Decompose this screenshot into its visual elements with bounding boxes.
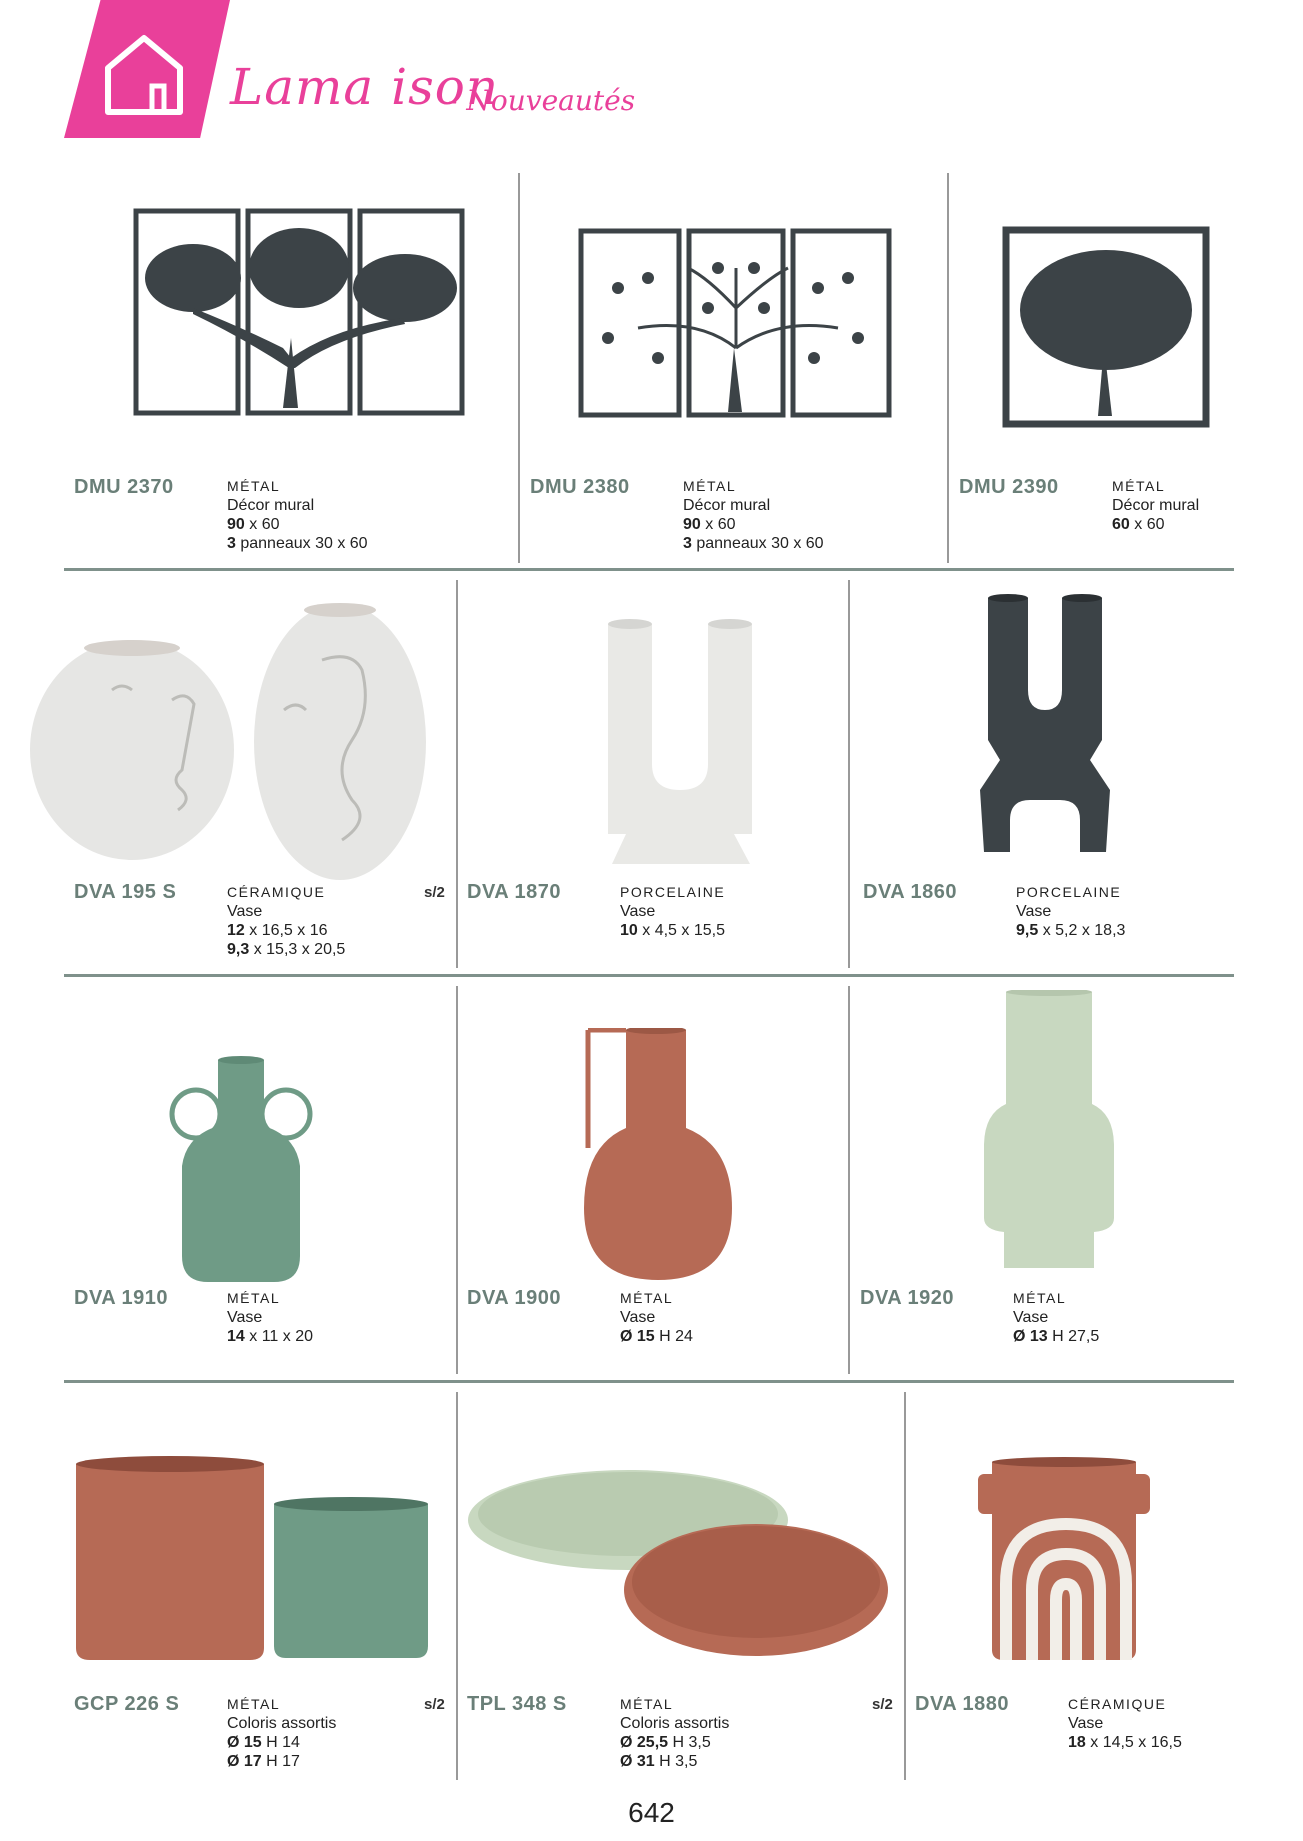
product-spec bbox=[1013, 1289, 1099, 1346]
double-vase-charcoal-image bbox=[980, 590, 1110, 856]
rainbow-vase-image bbox=[976, 1454, 1152, 1662]
face-vases-image bbox=[22, 600, 452, 890]
dimension-line: 14 x 11 x 20 bbox=[227, 1328, 313, 1345]
product-type: Vase bbox=[620, 1309, 656, 1326]
product-type: Décor mural bbox=[683, 497, 771, 514]
dimension-line: Ø 25,5 H 3,5 bbox=[620, 1734, 711, 1751]
dimension-line: 12 x 16,5 x 16 bbox=[227, 922, 328, 939]
product-type: Vase bbox=[1068, 1715, 1104, 1732]
dimension-line: Ø 15 H 14 bbox=[227, 1734, 300, 1751]
column-divider bbox=[848, 580, 850, 968]
column-divider bbox=[904, 1392, 906, 1780]
column-divider bbox=[947, 173, 949, 563]
product-code: DVA 1920 bbox=[860, 1287, 955, 1309]
brand-title: Lama ison bbox=[230, 58, 500, 116]
product-code: DVA 1910 bbox=[74, 1287, 169, 1309]
product-code: DVA 1860 bbox=[863, 881, 958, 903]
product-type: Vase bbox=[1016, 903, 1052, 920]
column-divider bbox=[456, 986, 458, 1374]
row-divider bbox=[64, 568, 1234, 571]
material-label: MÉTAL bbox=[1013, 1290, 1067, 1306]
material-label: MÉTAL bbox=[227, 1290, 281, 1306]
material-label: MÉTAL bbox=[227, 1696, 281, 1712]
dimension-line: 60 x 60 bbox=[1112, 516, 1165, 533]
product-spec bbox=[683, 477, 824, 553]
product-spec bbox=[620, 1289, 693, 1346]
u-vase-white-image bbox=[600, 614, 762, 880]
product-code: DMU 2380 bbox=[530, 476, 630, 498]
set-badge: s/2 bbox=[424, 1696, 445, 1713]
product-code: TPL 348 S bbox=[467, 1693, 567, 1715]
product-type: Décor mural bbox=[1112, 497, 1200, 514]
tree-triptych-image bbox=[133, 208, 465, 416]
material-label: MÉTAL bbox=[683, 478, 737, 494]
terracotta-jug-image bbox=[582, 1028, 736, 1282]
product-spec bbox=[227, 477, 368, 553]
row-divider bbox=[64, 974, 1234, 977]
light-sage-vase-image bbox=[982, 990, 1116, 1270]
product-spec bbox=[1016, 883, 1125, 940]
leafy-tree-triptych-image bbox=[578, 228, 892, 418]
page-number: 642 bbox=[628, 1797, 675, 1828]
product-code: GCP 226 S bbox=[74, 1693, 180, 1715]
set-badge: s/2 bbox=[424, 884, 445, 901]
sage-vase-with-handles-image bbox=[166, 1056, 316, 1286]
column-divider bbox=[456, 580, 458, 968]
dimension-line: 3 panneaux 30 x 60 bbox=[227, 535, 368, 552]
trays-image bbox=[468, 1464, 888, 1660]
material-label: MÉTAL bbox=[620, 1290, 674, 1306]
dimension-line: Ø 15 H 24 bbox=[620, 1328, 693, 1345]
material-label: CÉRAMIQUE bbox=[227, 884, 326, 900]
row-divider bbox=[64, 1380, 1234, 1383]
material-label: PORCELAINE bbox=[1016, 884, 1122, 900]
product-spec bbox=[227, 1289, 313, 1346]
material-label: CÉRAMIQUE bbox=[1068, 1696, 1167, 1712]
product-type: Coloris assortis bbox=[227, 1715, 337, 1732]
column-divider bbox=[518, 173, 520, 563]
material-label: MÉTAL bbox=[620, 1696, 674, 1712]
dimension-line: Ø 31 H 3,5 bbox=[620, 1753, 698, 1770]
product-code: DVA 195 S bbox=[74, 881, 177, 903]
product-type: Vase bbox=[620, 903, 656, 920]
product-code: DMU 2370 bbox=[74, 476, 174, 498]
product-type: Décor mural bbox=[227, 497, 315, 514]
dimension-line: 9,5 x 5,2 x 18,3 bbox=[1016, 922, 1126, 939]
product-type: Vase bbox=[227, 903, 263, 920]
planters-image bbox=[72, 1456, 432, 1662]
tree-panel-image bbox=[1002, 226, 1210, 428]
dimension-line: 3 panneaux 30 x 60 bbox=[683, 535, 824, 552]
product-code: DMU 2390 bbox=[959, 476, 1059, 498]
product-spec bbox=[227, 883, 345, 959]
dimension-line: 90 x 60 bbox=[227, 516, 280, 533]
product-spec bbox=[620, 1695, 729, 1771]
dimension-line: Ø 17 H 17 bbox=[227, 1753, 300, 1770]
house-icon bbox=[100, 28, 188, 120]
product-type: Vase bbox=[1013, 1309, 1049, 1326]
product-type: Vase bbox=[227, 1309, 263, 1326]
product-spec bbox=[1112, 477, 1199, 534]
product-code: DVA 1870 bbox=[467, 881, 562, 903]
dimension-line: 9,3 x 15,3 x 20,5 bbox=[227, 941, 346, 958]
material-label: PORCELAINE bbox=[620, 884, 726, 900]
product-spec bbox=[1068, 1695, 1182, 1752]
dimension-line: 90 x 60 bbox=[683, 516, 736, 533]
brand-subtitle: - Nouveautés bbox=[448, 84, 636, 117]
product-spec bbox=[227, 1695, 336, 1771]
column-divider bbox=[456, 1392, 458, 1780]
material-label: MÉTAL bbox=[1112, 478, 1166, 494]
product-type: Coloris assortis bbox=[620, 1715, 730, 1732]
material-label: MÉTAL bbox=[227, 478, 281, 494]
set-badge: s/2 bbox=[872, 1696, 893, 1713]
dimension-line: Ø 13 H 27,5 bbox=[1013, 1328, 1100, 1345]
product-code: DVA 1900 bbox=[467, 1287, 562, 1309]
column-divider bbox=[848, 986, 850, 1374]
dimension-line: 10 x 4,5 x 15,5 bbox=[620, 922, 725, 939]
dimension-line: 18 x 14,5 x 16,5 bbox=[1068, 1734, 1182, 1751]
product-code: DVA 1880 bbox=[915, 1693, 1010, 1715]
product-spec bbox=[620, 883, 725, 940]
